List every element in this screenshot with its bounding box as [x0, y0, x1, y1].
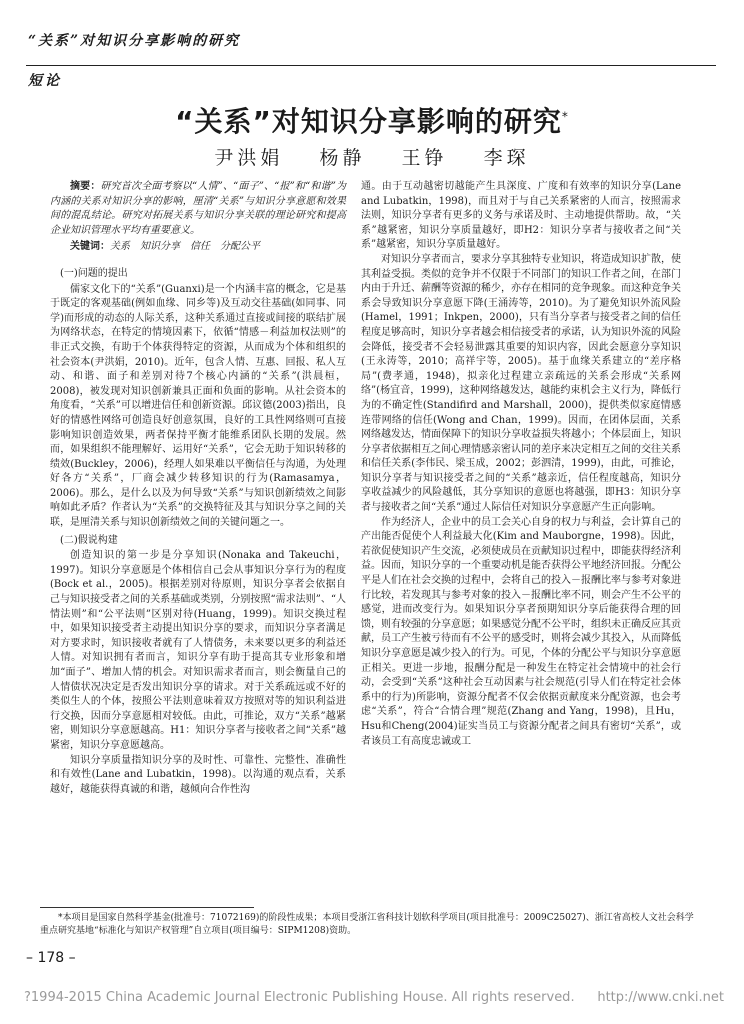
abstract — [50, 180, 346, 238]
header-rule — [26, 65, 716, 66]
page-number: – 178 – — [26, 950, 76, 966]
author-list — [0, 143, 744, 170]
author-name: 尹洪娟 — [214, 147, 284, 169]
left-column — [50, 180, 346, 797]
body-paragraph: 知识分享质量指知识分享的及时性、可靠性、完整性、准确性和有效性(Lane and Lubatkin，1998)。以沟通的观点看，关系越好，越能获得真诚的和谐，越倾向合作性沟 — [50, 754, 346, 795]
article-title-text: “关系”对知识分享影响的研究 — [175, 105, 562, 138]
section-heading: (一)问题的提出 — [60, 267, 128, 279]
article-title — [0, 100, 744, 140]
body-paragraph: 儒家文化下的“关系”(Guanxi)是一个内涵丰富的概念，它是基于既定的客观基础(例如血缘、同乡等)及互动交往基础(如同事、同学)而形成的动态的人际关系，这种关系通过直接或间接的联结扩展为网络状态，在特定的情境因素下，依循“情感－利益加权法则”的非正式交换，有助于个体获得特定的资源，从而成为个体和组织的社会资本(尹洪娟，2010)。近年，包含人情、互惠、回报、私人互动、和谐、面子和差别对待7个核心内涵的“关系”(洪晨桓，2008)，被发现对知识创新兼具正面和负面的影响。从社会资本的角度看，“关系”可以增进信任和创新资源。邱议德(2003)指出，良好的情感性网络可创造良好创意氛围，良好的工具性网络则可直接影响知识创造效果，两者保持平衡才能维系团队长期的发展。然而，如果组织不能理解好、运用好“关系”，它会无助于知识转移的绩效(Buckley，2006)，经理人如果难以平衡信任与沟通，为处理好各方“关系”，厂商会减少转移知识的行为(Ramasamya，2006)。那么，是什么以及为何导致“关系”与知识创新绩效之间影响如此矛盾？作者认为“关系”的交换特征及其与知识分享之间的关联，是厘清关系与知识创新绩效之间的关键问题之一。 — [50, 283, 346, 529]
abstract-label: 摘要： — [70, 181, 101, 192]
section-label: 短论 — [28, 73, 62, 89]
funding-footnote: *本项目是国家自然科学基金(批准号：71072169)的阶段性成果；本项目受浙江省科技计划软科学项目(项目批准号：2009C25027)、浙江省高校人文社会科学重点研究基地“标准化与知识产权管理”自立项目(项目编号：SIPM1208)资助。 — [40, 913, 694, 936]
author-name: 李琛 — [483, 147, 530, 169]
left-column-body — [50, 267, 346, 797]
body-paragraph: 对知识分享者而言，要求分享其独特专业知识，将造成知识扩散，使其利益受损。类似的竞争并不仅限于不同部门的知识工作者之间，在部门内由于升迁、薪酬等资源的稀少，亦存在相同的竞争现象。而这种竞争关系会导致知识分享意愿下降(王涌涛等，2010)。为了避免知识外流风险(Hamel，1991；Inkpen，2000)，只有当分享者与接受者之间的信任程度足够高时，知识分享者越会相信接受者的承诺，认为知识外流的风险会降低，接受者不会轻易泄露其重要的知识内容，因此会愿意分享知识(王永涛等，2010；高祥宇等，2005)。基于血缘关系建立的“差序格局”(费孝通，1948)，拟亲化过程建立亲疏远的关系会形成“关系网络”(杨宜音，1999)，这种网络越发达，越能约束机会主义行为，降低行为的不确定性(Standifird and Marshall，2000)，提供类似家庭情感连带网络的信任(Wong and Chan，1999)。因而，在团体层面，关系网络越发达，情面保障下的知识分享收益损失将越小；个体层面上，知识分享者依据相互之间心理情感亲密认同的差序来决定相互之间的交往关系和信任关系(李伟民、梁玉成，2002；彭泗清，1999)，由此，可推论，知识分享者与知识接受者之间的“关系”越亲近，信任程度越高，知识分享收益减少的风险越低，其分享知识的意愿也将越强，即H3：知识分享者与接收者之间“关系”通过人际信任对知识分享意愿产生正向影响。 — [361, 253, 681, 514]
author-name: 王铮 — [401, 147, 448, 169]
keywords — [50, 240, 346, 255]
copyright-notice: ?1994-2015 China Academic Journal Electronic Publishing House. All rights reserved. — [24, 990, 575, 1005]
right-column-body — [361, 180, 681, 749]
section-heading: (二)假说构建 — [60, 534, 118, 546]
keywords-text: 关系 知识分享 信任 分配公平 — [110, 241, 260, 253]
footnote-rule — [40, 907, 254, 908]
body-paragraph: 通。由于互动越密切越能产生具深度、广度和有效率的知识分享(Lane and Lubatkin，1998)，而且对于与自己关系紧密的人而言，按照需求法则，知识分享者有更多的义务与承诺及时、主动地提供帮助。故，“关系”越紧密，知识分享质量越好，即H2：知识分享者与接收者之间“关系”越紧密，知识分享质量越好。 — [361, 181, 681, 251]
title-footnote-mark: * — [561, 109, 569, 124]
publisher-watermark — [24, 990, 724, 1005]
keywords-label: 关键词： — [70, 241, 110, 253]
abstract-text: 研究首次全面考察以“人情”、“面子”、“报”和“和谐”为内涵的关系对知识分享的影响，厘清“关系”与知识分享意愿和效果间的混乱结论。研究对拓展关系与知识分享关联的理论研究和提高企业知识管理水平均有重要意义。 — [50, 181, 346, 236]
author-name: 杨静 — [319, 147, 366, 169]
body-paragraph: 创造知识的第一步是分享知识(Nonaka and Takeuchi，1997)。知识分享意愿是个体相信自己会从事知识分享行为的程度(Bock et al.，2005)。根据差别对待原则，知识分享者会依据自己与知识接受者之间的关系基础或类别，分别按照“需求法则”、“人情法则”和“公平法则”区别对待(Huang，1999)。知识交换过程中，如果知识接受者主动提出知识分享的要求，而知识分享者满足对方要求时，知识接收者就有了人情债务，未来要以更多的利益还人情。对知识拥有者而言，知识分享有助于提高其专业形象和增加“面子”、增加人情的机会。对知识需求者而言，则会衡量自己的人情债状况决定是否发出知识分享的请求。对于关系疏远或不好的类似生人的个体，按照公平法则意味着双方按照对等的知识利益进行交换，因而分享意愿相对较低。由此，可推论，双方“关系”越紧密，则知识分享意愿越高。H1：知识分享者与接收者之间“关系”越紧密，知识分享意愿越高。 — [50, 550, 346, 751]
body-paragraph: 作为经济人，企业中的员工会关心自身的权力与利益，会计算自己的产出能否促使个人利益最大化(Kim and Mauborgne，1998)。因此，若欲促使知识产生交流，必须使成员在贡献知识过程中，即能获得经济利益。因而，知识分享的一个重要动机是能否获得公平地经济回报。分配公平是人们在社会交换的过程中，会将自己的投入－报酬比率与参考对象进行比较，若发现其与参考对象的投入－报酬比率不同，则会产生不公平的感觉，进而改变行为。如果知识分享者预期知识分享后能获得合理的回馈，则有较强的分享意愿；如果感觉分配不公平时，组织未正确反应其贡献，员工产生被亏待而有不公平的感受时，则将会减少其投入，从而降低知识分享意愿是减少投入的行为。可见，个体的分配公平与知识分享意愿正相关。更进一步地，报酬分配是一种发生在特定社会情境中的社会行动，会受到“关系”这种社会互动因素与社会规范(引导人们在特定社会体系中的行为)所影响，资源分配者不仅会依据贡献度来分配资源，也会考虑“关系”，符合“合情合理”规范(Zhang and Yang，1998)，且Hu，Hsu和Cheng(2004)证实当员工与资源分配者之间具有密切“关系”，或者该员工有高度忠诚或工 — [361, 516, 681, 747]
right-column — [361, 180, 681, 749]
cnki-link[interactable]: http://www.cnki.net — [597, 990, 724, 1005]
running-head-title: “关系”对知识分享影响的研究 — [28, 33, 241, 49]
